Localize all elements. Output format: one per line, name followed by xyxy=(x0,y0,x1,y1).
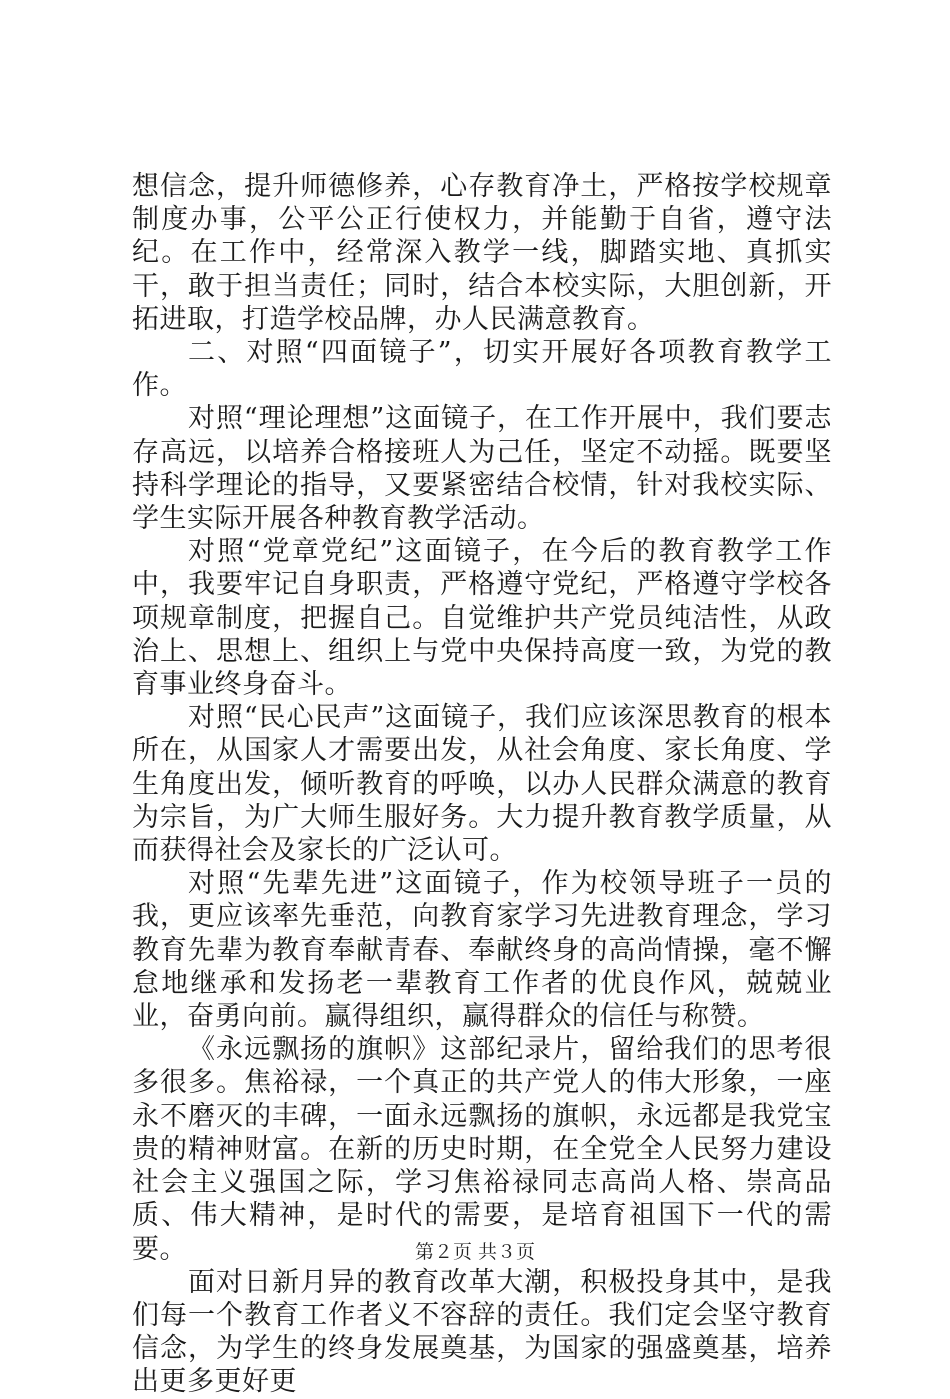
paragraph-intro-continued: 想信念，提升师德修养，心存教育净土，严格按学校规章制度办事，公平公正行使权力，并能勤于自省，遵守法纪。在工作中，经常深入教学一线，脚踏实地、真抓实干，敢于担当责任；同时，结合本校实际，大胆创新，开拓进取，打造学校品牌，办人民满意教育。 xyxy=(132,171,832,335)
paragraph-education-reform: 面对日新月异的教育改革大潮，积极投身其中，是我们每一个教育工作者义不容辞的责任。我们定会坚守教育信念，为学生的终身发展奠基，为国家的强盛奠基，培养出更多更好更 xyxy=(132,1266,832,1398)
paragraph-public-voice: 对照“民心民声”这面镜子，我们应该深思教育的根本所在，从国家人才需要出发，从社会角度、家长角度、学生角度出发，倾听教育的呼唤，以办人民群众满意的教育为宗旨，为广大师生服好务。大力提升教育教学质量，从而获得社会及家长的广泛认可。 xyxy=(132,702,832,867)
paragraph-documentary: 《永远飘扬的旗帜》这部纪录片，留给我们的思考很多很多。焦裕禄，一个真正的共产党人的伟大形象，一座永不磨灭的丰碑，一面永远飘扬的旗帜，永远都是我党宝贵的精神财富。在新的历史时期，在全党全人民努力建设社会主义强国之际，学习焦裕禄同志高尚人格、崇高品质、伟大精神，是时代的需要，是培育祖国下一代的需要。 xyxy=(132,1034,832,1265)
paragraph-predecessors: 对照“先辈先进”这面镜子，作为校领导班子一员的我，更应该率先垂范，向教育家学习先进教育理念，学习教育先辈为教育奉献青春、奉献终身的高尚情操，毫不懈怠地继承和发扬老一辈教育工作者的优良作风，兢兢业业，奋勇向前。赢得组织，赢得群众的信任与称赞。 xyxy=(132,868,832,1033)
document-body xyxy=(132,170,832,1399)
paragraph-theory-ideal: 对照“理论理想”这面镜子，在工作开展中，我们要志存高远，以培养合格接班人为己任，坚定不动摇。既要坚持科学理论的指导，又要紧密结合校情，针对我校实际、学生实际开展各种教育教学活动。 xyxy=(132,403,832,535)
section-heading-four-mirrors: 二、对照“四面镜子”，切实开展好各项教育教学工作。 xyxy=(132,337,832,402)
paragraph-party-constitution: 对照“党章党纪”这面镜子，在今后的教育教学工作中，我要牢记自身职责，严格遵守党纪，严格遵守学校各项规章制度，把握自己。自觉维护共产党员纯洁性，从政治上、思想上、组织上与党中央保持高度一致，为党的教育事业终身奋斗。 xyxy=(132,536,832,701)
page-number-footer: 第２页 共３页 xyxy=(414,1241,536,1263)
